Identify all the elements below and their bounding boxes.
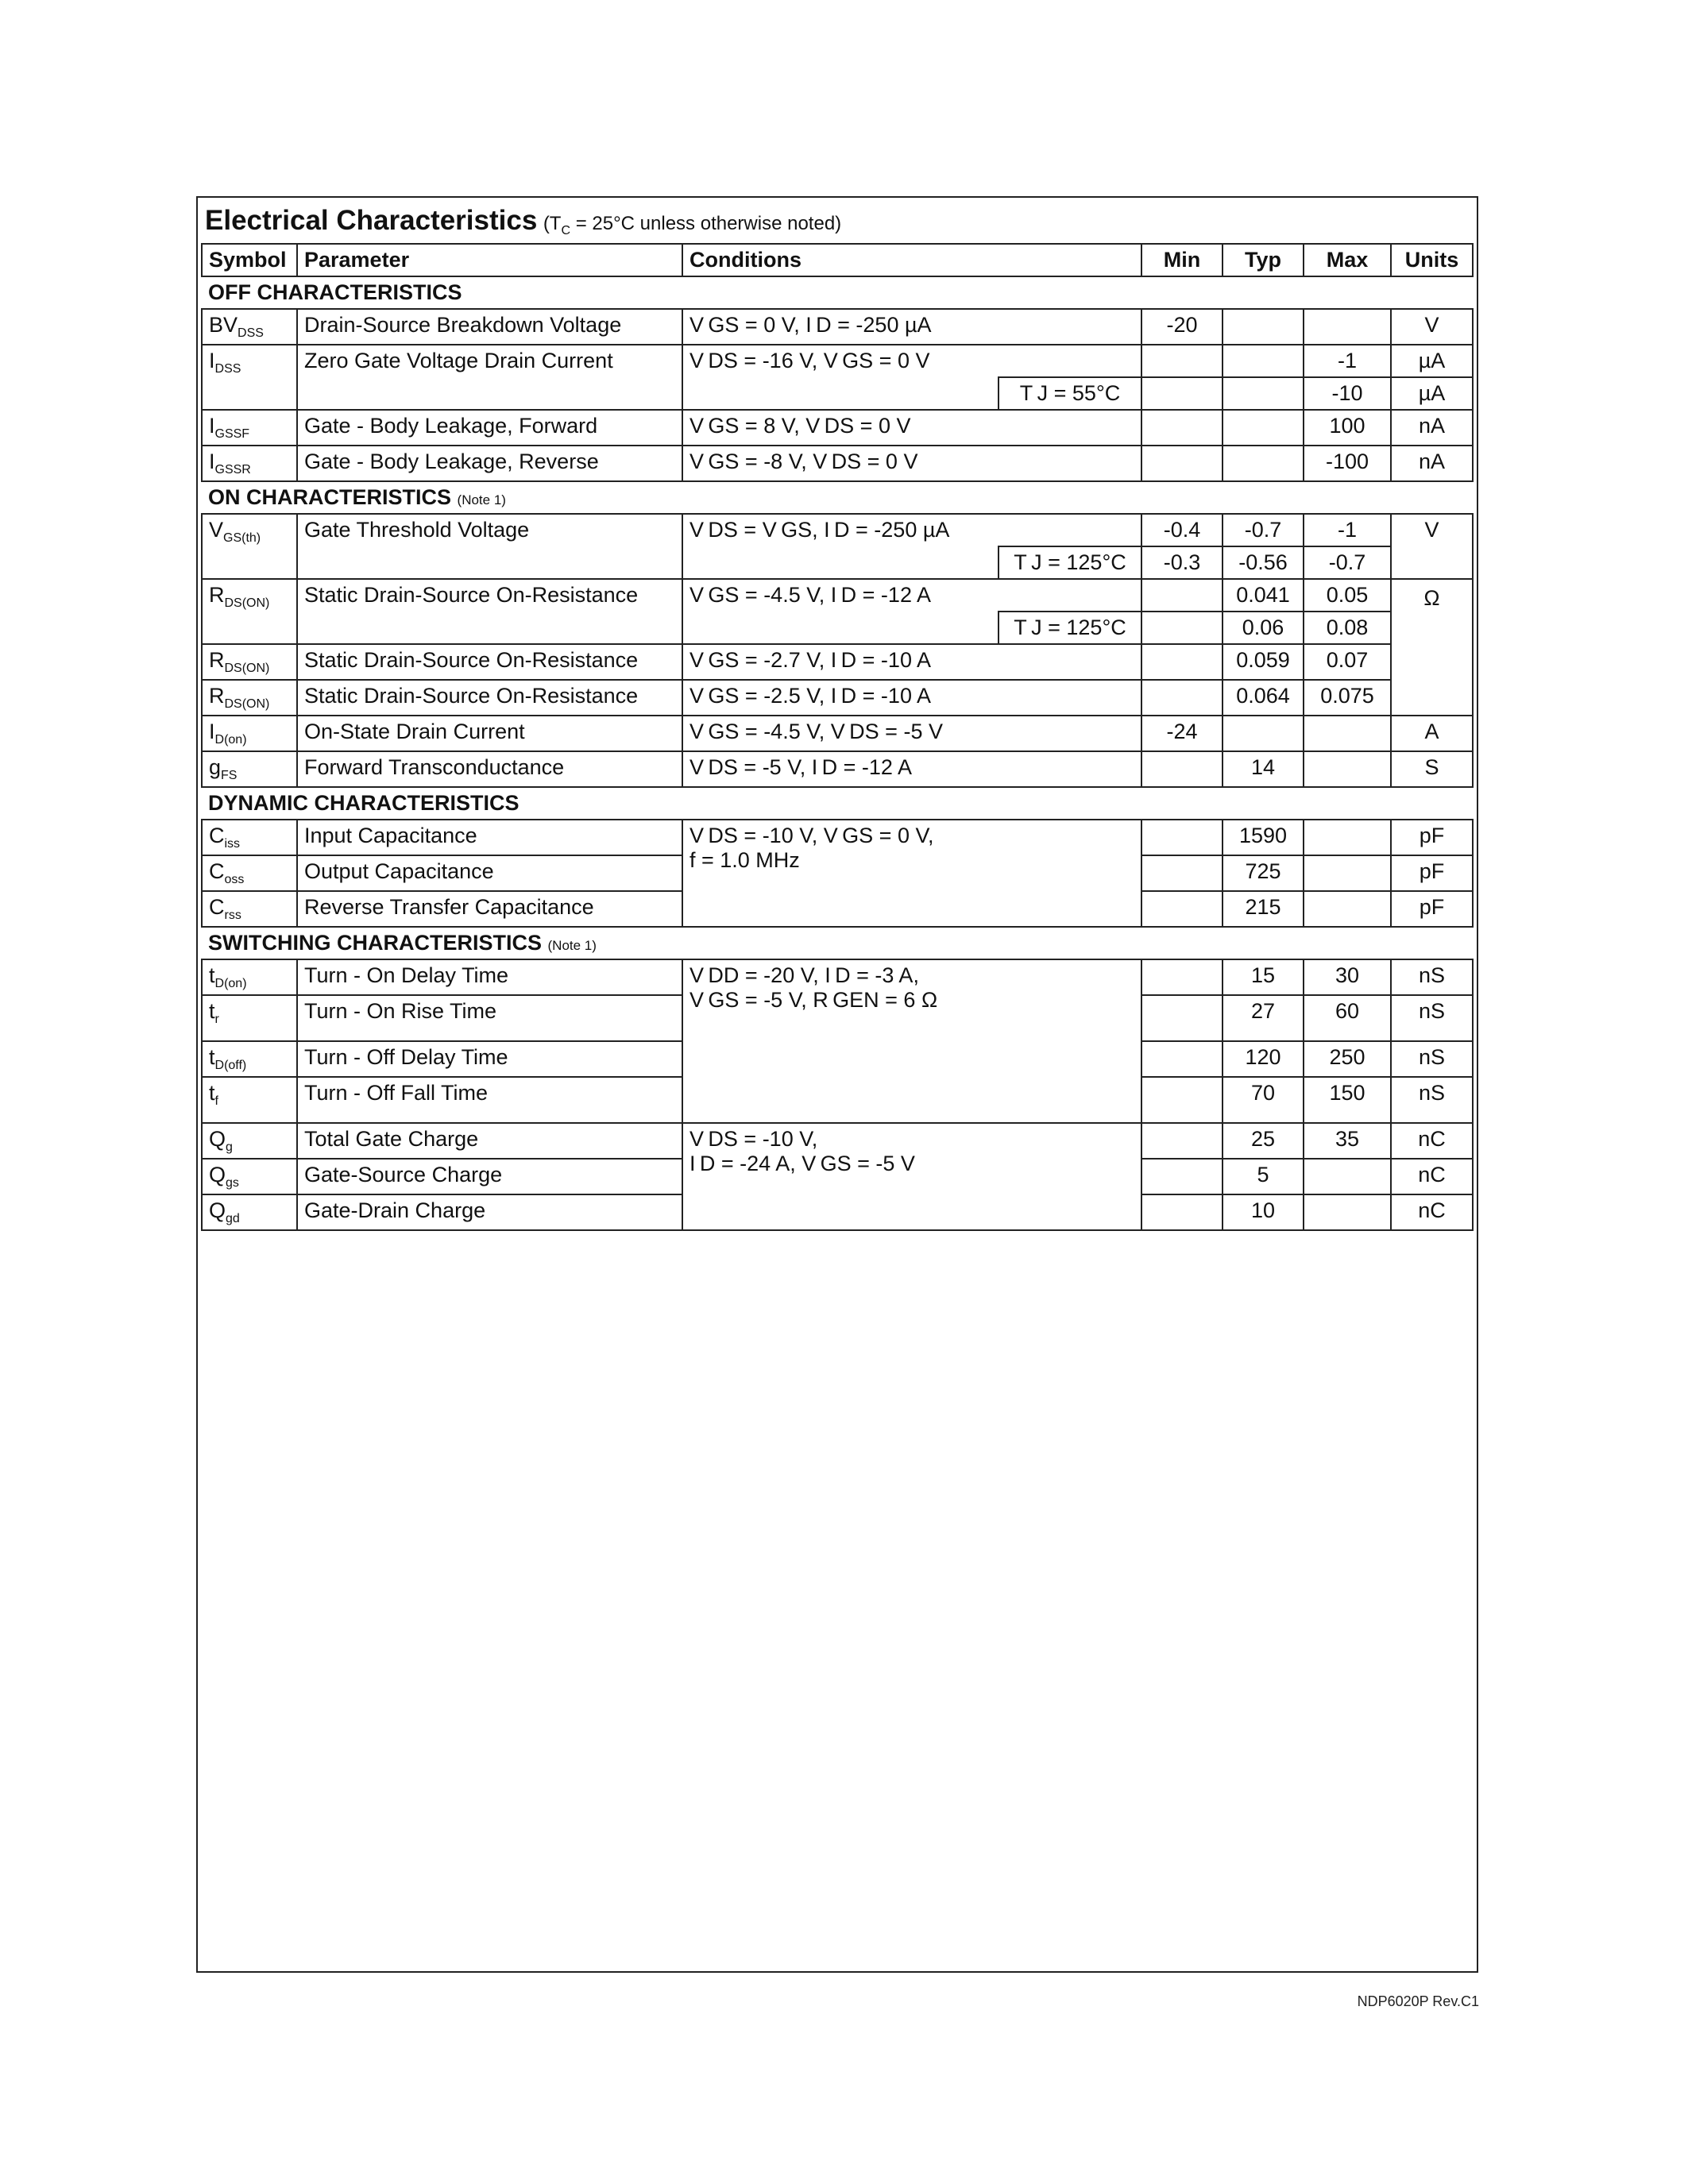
typ: [1223, 309, 1304, 345]
units: nC: [1391, 1123, 1473, 1159]
section-on: ON CHARACTERISTICS (Note 1): [202, 481, 1473, 514]
symbol: $Q_{gd}$: [202, 1194, 297, 1230]
title-note: ($T_C = 25^\circ C$ unless otherwise noted): [543, 213, 842, 237]
symbol: $R_{DS(ON)}$: [202, 579, 297, 644]
electrical-characteristics-table: [201, 200, 1474, 1231]
parameter: Forward Transconductance: [297, 751, 682, 787]
conditions-tj: T J = 125°C: [999, 546, 1141, 579]
parameter: Turn - On Delay Time: [297, 959, 682, 995]
conditions: V GS = 0 V, I D = -250 µA: [682, 309, 1141, 345]
units: pF: [1391, 820, 1473, 855]
typ: 70: [1223, 1077, 1304, 1123]
max: 100: [1304, 410, 1391, 446]
conditions: V DS = -5 V, I D = -12 A: [682, 751, 1141, 787]
parameter: Gate-Drain Charge: [297, 1194, 682, 1230]
units: µA: [1391, 345, 1473, 377]
parameter: Drain-Source Breakdown Voltage: [297, 309, 682, 345]
min: [1141, 345, 1223, 377]
table-row: [202, 514, 1473, 546]
symbol: $I_{GSSF}$: [202, 410, 297, 446]
units: V: [1391, 309, 1473, 345]
typ: [1223, 345, 1304, 377]
max: -1: [1304, 514, 1391, 546]
symbol: $t_{D(off)}$: [202, 1041, 297, 1077]
units: nS: [1391, 995, 1473, 1041]
parameter: Gate-Source Charge: [297, 1159, 682, 1194]
parameter: Gate - Body Leakage, Forward: [297, 410, 682, 446]
units: nS: [1391, 1041, 1473, 1077]
symbol: $R_{DS(ON)}$: [202, 644, 297, 680]
conditions: V DS = -16 V, V GS = 0 V: [682, 345, 1141, 377]
conditions-dynamic: V DS = -10 V, V GS = 0 V, f = 1.0 MHz: [682, 820, 1141, 927]
table-title: Electrical Characteristics: [205, 205, 538, 236]
typ: 725: [1223, 855, 1304, 891]
symbol: $R_{DS(ON)}$: [202, 680, 297, 716]
col-typ: Typ: [1223, 244, 1304, 276]
max: 250: [1304, 1041, 1391, 1077]
typ: 0.064: [1223, 680, 1304, 716]
typ: -0.7: [1223, 514, 1304, 546]
parameter: Static Drain-Source On-Resistance: [297, 680, 682, 716]
parameter: Input Capacitance: [297, 820, 682, 855]
table-row: [202, 644, 1473, 680]
units: S: [1391, 751, 1473, 787]
parameter: Static Drain-Source On-Resistance: [297, 644, 682, 680]
typ: 0.059: [1223, 644, 1304, 680]
max: 30: [1304, 959, 1391, 995]
col-parameter: Parameter: [297, 244, 682, 276]
table-title-cell: [202, 200, 1473, 244]
typ: 0.041: [1223, 579, 1304, 612]
units: µA: [1391, 377, 1473, 410]
parameter: Turn - On Rise Time: [297, 995, 682, 1041]
conditions: V GS = -2.5 V, I D = -10 A: [682, 680, 1141, 716]
units: nC: [1391, 1194, 1473, 1230]
section-switching: SWITCHING CHARACTERISTICS (Note 1): [202, 927, 1473, 959]
max: 0.08: [1304, 612, 1391, 644]
conditions: V GS = 8 V, V DS = 0 V: [682, 410, 1141, 446]
max: 0.07: [1304, 644, 1391, 680]
units: nS: [1391, 959, 1473, 995]
symbol: $C_{iss}$: [202, 820, 297, 855]
parameter: Gate - Body Leakage, Reverse: [297, 446, 682, 481]
units: pF: [1391, 891, 1473, 927]
max: 60: [1304, 995, 1391, 1041]
min: -20: [1141, 309, 1223, 345]
table-row: [202, 309, 1473, 345]
table-row: [202, 959, 1473, 995]
col-conditions: Conditions: [682, 244, 1141, 276]
max: -0.7: [1304, 546, 1391, 579]
typ: 1590: [1223, 820, 1304, 855]
conditions-tj: T J = 125°C: [999, 612, 1141, 644]
table-row: [202, 345, 1473, 377]
conditions: V GS = -2.7 V, I D = -10 A: [682, 644, 1141, 680]
typ: 5: [1223, 1159, 1304, 1194]
parameter: Zero Gate Voltage Drain Current: [297, 345, 682, 410]
max: [1304, 309, 1391, 345]
min: -0.4: [1141, 514, 1223, 546]
max: 0.05: [1304, 579, 1391, 612]
conditions: V GS = -8 V, V DS = 0 V: [682, 446, 1141, 481]
symbol: $BV_{DSS}$: [202, 309, 297, 345]
symbol: $I_{GSSR}$: [202, 446, 297, 481]
conditions: V DS = V GS, I D = -250 µA: [682, 514, 1141, 546]
electrical-characteristics-table-wrapper: [201, 200, 1472, 1231]
section-dynamic: DYNAMIC CHARACTERISTICS: [202, 787, 1473, 820]
min: -24: [1141, 716, 1223, 751]
symbol: $t_{D(on)}$: [202, 959, 297, 995]
parameter: Static Drain-Source On-Resistance: [297, 579, 682, 644]
section-off: OFF CHARACTERISTICS: [202, 276, 1473, 309]
conditions: V GS = -4.5 V, I D = -12 A: [682, 579, 1141, 612]
max: -100: [1304, 446, 1391, 481]
conditions: V GS = -4.5 V, V DS = -5 V: [682, 716, 1141, 751]
symbol: $C_{rss}$: [202, 891, 297, 927]
units: pF: [1391, 855, 1473, 891]
parameter: Output Capacitance: [297, 855, 682, 891]
parameter: Total Gate Charge: [297, 1123, 682, 1159]
max: 0.075: [1304, 680, 1391, 716]
units: Ω: [1391, 579, 1473, 716]
table-row: [202, 716, 1473, 751]
parameter: Turn - Off Fall Time: [297, 1077, 682, 1123]
symbol: $t_f$: [202, 1077, 297, 1123]
conditions-switching: V DD = -20 V, I D = -3 A, V GS = -5 V, R GEN = 6 Ω: [682, 959, 1141, 1123]
table-row: [202, 751, 1473, 787]
parameter: Turn - Off Delay Time: [297, 1041, 682, 1077]
units: nA: [1391, 446, 1473, 481]
max: -1: [1304, 345, 1391, 377]
conditions-tj: T J = 55°C: [999, 377, 1141, 410]
symbol: $t_r$: [202, 995, 297, 1041]
units: V: [1391, 514, 1473, 579]
units: nA: [1391, 410, 1473, 446]
parameter: Gate Threshold Voltage: [297, 514, 682, 579]
table-row: [202, 446, 1473, 481]
units: A: [1391, 716, 1473, 751]
table-row: [202, 820, 1473, 855]
max: -10: [1304, 377, 1391, 410]
typ: [1223, 377, 1304, 410]
col-symbol: Symbol: [202, 244, 297, 276]
table-row: [202, 1123, 1473, 1159]
symbol: $Q_g$: [202, 1123, 297, 1159]
max: 150: [1304, 1077, 1391, 1123]
typ: 27: [1223, 995, 1304, 1041]
table-row: [202, 410, 1473, 446]
col-max: Max: [1304, 244, 1391, 276]
parameter: Reverse Transfer Capacitance: [297, 891, 682, 927]
typ: 0.06: [1223, 612, 1304, 644]
table-row: [202, 680, 1473, 716]
typ: 14: [1223, 751, 1304, 787]
units: nS: [1391, 1077, 1473, 1123]
typ: 120: [1223, 1041, 1304, 1077]
symbol: $Q_{gs}$: [202, 1159, 297, 1194]
symbol: $g_{FS}$: [202, 751, 297, 787]
table-row: [202, 579, 1473, 612]
typ: 25: [1223, 1123, 1304, 1159]
conditions-gate-charge: V DS = -10 V, I D = -24 A, V GS = -5 V: [682, 1123, 1141, 1230]
typ: 15: [1223, 959, 1304, 995]
symbol: $C_{oss}$: [202, 855, 297, 891]
units: nC: [1391, 1159, 1473, 1194]
col-min: Min: [1141, 244, 1223, 276]
parameter: On-State Drain Current: [297, 716, 682, 751]
footer-docid: NDP6020P Rev.C1: [1357, 1993, 1479, 2009]
max: 35: [1304, 1123, 1391, 1159]
symbol: $V_{GS(th)}$: [202, 514, 297, 579]
min: [1141, 377, 1223, 410]
typ: -0.56: [1223, 546, 1304, 579]
typ: 215: [1223, 891, 1304, 927]
symbol: $I_{D(on)}$: [202, 716, 297, 751]
col-units: Units: [1391, 244, 1473, 276]
min: -0.3: [1141, 546, 1223, 579]
typ: 10: [1223, 1194, 1304, 1230]
symbol: $I_{DSS}$: [202, 345, 297, 410]
header-row: [202, 244, 1473, 276]
